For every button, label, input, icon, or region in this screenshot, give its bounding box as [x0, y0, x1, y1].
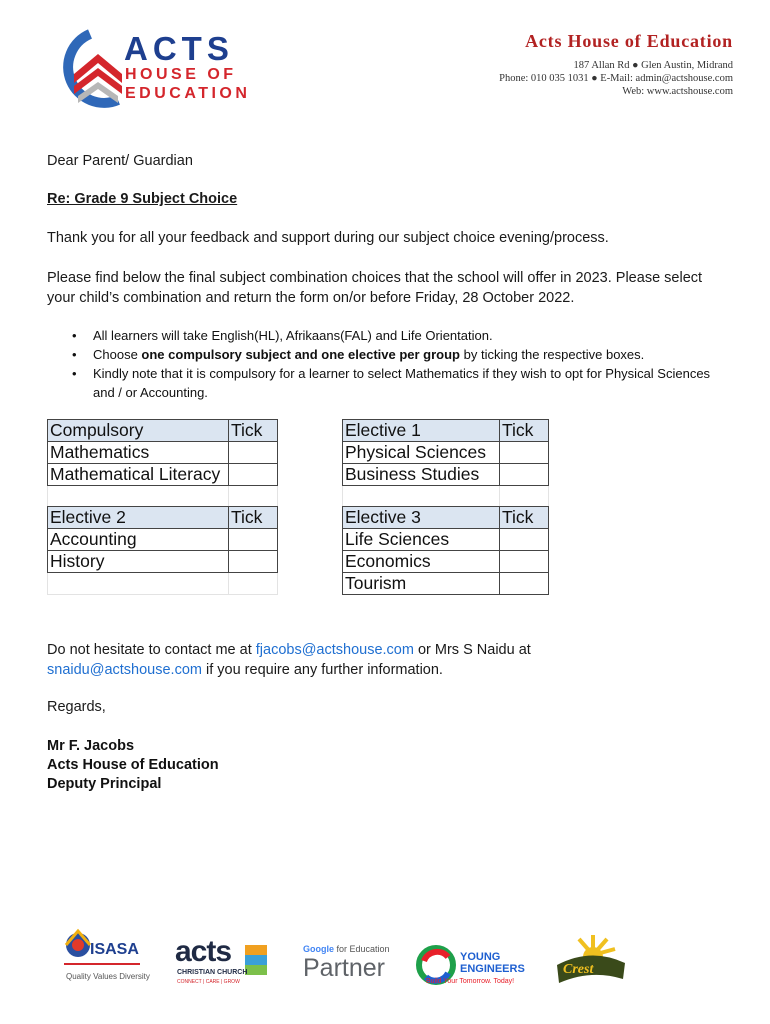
acts-church-emblem-icon — [245, 945, 267, 975]
paragraph-thanks: Thank you for all your feedback and support during our subject choice evening/process. — [47, 230, 609, 246]
list-item — [72, 345, 722, 364]
instruction-list — [72, 326, 722, 402]
subject-cell: Mathematics — [48, 442, 229, 464]
tick-box[interactable] — [229, 442, 278, 464]
google-suffix: for Education — [334, 944, 390, 954]
tick-box[interactable] — [500, 529, 549, 551]
contact-paragraph — [47, 640, 531, 680]
acts-christian-church-logo — [175, 925, 270, 993]
list-item-text: All learners will take English(HL), Afrikaans(FAL) and Life Orientation. — [93, 328, 493, 343]
table-row — [343, 551, 549, 573]
subject-cell: Mathematical Literacy — [48, 464, 229, 486]
table-row — [343, 573, 549, 595]
school-logo — [60, 28, 260, 108]
tick-box[interactable] — [500, 551, 549, 573]
tick-header: Tick — [229, 507, 278, 529]
table-header-row — [48, 420, 278, 442]
table-header-row — [343, 420, 549, 442]
subject-cell: Tourism — [343, 573, 500, 595]
list-item — [72, 326, 722, 345]
tick-header: Tick — [500, 420, 549, 442]
salutation: Dear Parent/ Guardian — [47, 153, 193, 169]
table-header: Elective 3 — [343, 507, 500, 529]
school-address: 187 Allan Rd ● Glen Austin, Midrand — [573, 60, 733, 71]
table-row — [48, 464, 278, 486]
subject-cell: Accounting — [48, 529, 229, 551]
list-item-text-pre: Choose — [93, 347, 142, 362]
tick-box[interactable] — [229, 464, 278, 486]
isasa-name: ISASA — [90, 941, 139, 958]
subject-cell: Business Studies — [343, 464, 500, 486]
subject-cell: Life Sciences — [343, 529, 500, 551]
school-name: Acts House of Education — [525, 31, 733, 51]
google-partner-text: Partner — [303, 954, 385, 982]
elective-3-table — [342, 506, 549, 595]
tick-box[interactable] — [500, 573, 549, 595]
acts-church-name: acts — [175, 935, 232, 968]
elective-2-table — [47, 506, 278, 595]
regards: Regards, — [47, 699, 106, 715]
logo-acts-text: ACTS — [124, 30, 234, 67]
google-brand: Google — [303, 944, 334, 954]
roof-chevron-icon — [60, 28, 126, 108]
table-row-empty — [343, 486, 549, 508]
tick-box[interactable] — [500, 442, 549, 464]
empty-cell — [229, 486, 278, 508]
school-website: Web: www.actshouse.com — [622, 86, 733, 97]
isasa-logo — [62, 925, 150, 993]
bullet-icon: • — [72, 366, 77, 381]
signatory-title: Deputy Principal — [47, 776, 162, 792]
crest-text: Crest — [563, 962, 594, 977]
table-row-empty — [48, 573, 278, 595]
table-row — [343, 442, 549, 464]
tick-header: Tick — [500, 507, 549, 529]
sunburst-icon — [553, 925, 629, 993]
logo-education-text: EDUCATION — [125, 85, 251, 102]
bullet-icon: • — [72, 328, 77, 343]
email-link-naidu[interactable]: snaidu@actshouse.com — [47, 662, 202, 678]
email-link-jacobs[interactable]: fjacobs@actshouse.com — [255, 642, 414, 658]
acts-church-sub: CHRISTIAN CHURCH — [177, 969, 248, 976]
google-for-education — [303, 944, 390, 954]
list-item-text-bold: one compulsory subject and one elective per group — [141, 347, 460, 362]
isasa-emblem-icon — [62, 925, 142, 993]
table-row — [48, 442, 278, 464]
tick-header: Tick — [229, 420, 278, 442]
signatory-name: Mr F. Jacobs — [47, 738, 135, 754]
table-row — [48, 529, 278, 551]
subject-cell: Physical Sciences — [343, 442, 500, 464]
isasa-tagline: Quality Values Diversity — [66, 972, 150, 981]
empty-cell — [48, 486, 229, 508]
compulsory-table — [47, 419, 278, 508]
young-engineers-tagline: Build Your Tomorrow. Today! — [426, 978, 515, 985]
subject-cell: History — [48, 551, 229, 573]
contact-text: Do not hesitate to contact me at — [47, 642, 256, 658]
table-row — [48, 551, 278, 573]
empty-cell — [343, 486, 500, 508]
empty-cell — [500, 486, 549, 508]
young-engineers-line2: ENGINEERS — [460, 963, 525, 975]
table-row — [343, 529, 549, 551]
crest-logo — [553, 925, 629, 993]
list-item-text: Kindly note that it is compulsory for a learner to select Mathematics if they wish to opt for Physical Sciences and / or Accounting. — [93, 366, 711, 400]
subject-cell: Economics — [343, 551, 500, 573]
table-row-empty — [48, 486, 278, 508]
empty-cell — [229, 573, 278, 595]
google-education-partner-logo — [303, 925, 391, 993]
bullet-icon: • — [72, 347, 77, 362]
elective-1-table — [342, 419, 549, 508]
list-item-text-post: by ticking the respective boxes. — [460, 347, 645, 362]
acts-church-motto: CONNECT | CARE | GROW — [177, 979, 240, 985]
signature-block — [47, 737, 219, 794]
tick-box[interactable] — [229, 529, 278, 551]
table-header: Elective 2 — [48, 507, 229, 529]
school-contact-block — [499, 31, 733, 98]
empty-cell — [48, 573, 229, 595]
letter-subject: Re: Grade 9 Subject Choice — [47, 191, 238, 207]
tick-box[interactable] — [500, 464, 549, 486]
contact-text: or Mrs S Naidu at — [413, 642, 531, 658]
list-item — [72, 364, 722, 402]
table-header-row — [343, 507, 549, 529]
young-engineers-logo — [416, 925, 526, 993]
table-header: Elective 1 — [343, 420, 500, 442]
contact-text: if you require any further information. — [201, 662, 443, 678]
tick-box[interactable] — [229, 551, 278, 573]
table-header-row — [48, 507, 278, 529]
logo-house-of-text: HOUSE OF — [125, 66, 237, 83]
paragraph-instructions: Please find below the final subject combination choices that the school will offer in 2023. Please select your child’s combination and return the form on/or before Friday, 28 October 2022. — [47, 270, 703, 306]
signatory-org: Acts House of Education — [47, 757, 219, 773]
table-header: Compulsory — [48, 420, 229, 442]
young-engineers-line1: YOUNG — [460, 951, 501, 963]
table-row — [343, 464, 549, 486]
school-phone-email: Phone: 010 035 1031 ● E-Mail: admin@actshouse.com — [499, 73, 733, 84]
